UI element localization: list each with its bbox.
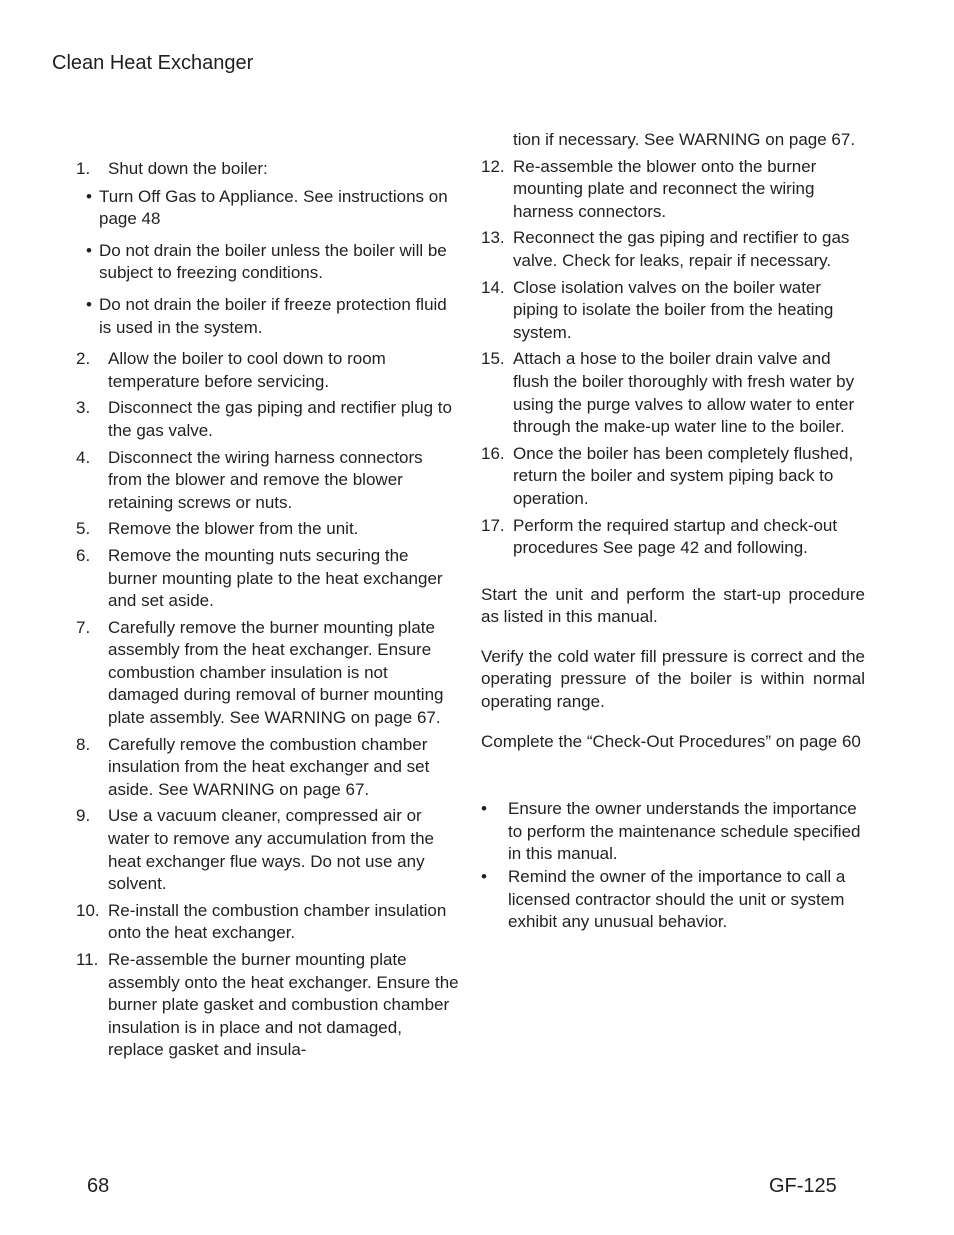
step-text: Reconnect the gas piping and rectifier to gas valve. Check for leaks, repair if necessary. bbox=[513, 228, 850, 270]
step-number: 12. bbox=[481, 156, 505, 176]
step-item bbox=[481, 348, 865, 438]
step-number: 10. bbox=[76, 900, 100, 920]
step-item bbox=[481, 443, 865, 511]
bullet-text: Ensure the owner understands the importance to perform the maintenance schedule specified in this manual. bbox=[508, 799, 861, 864]
page-number: 68 bbox=[87, 1175, 110, 1197]
step-text: Once the boiler has been completely flushed, return the boiler and system piping back to operation. bbox=[513, 443, 854, 508]
step-number: 3. bbox=[76, 398, 91, 418]
step-item bbox=[481, 227, 865, 272]
left-column bbox=[76, 158, 460, 1066]
model-label: GF-125 bbox=[769, 1175, 837, 1197]
step-item bbox=[76, 348, 460, 393]
bullet-item bbox=[481, 866, 865, 934]
step-number: 4. bbox=[76, 447, 91, 467]
step-text: Use a vacuum cleaner, compressed air or water to remove any accumulation from the heat exchanger flue ways. Do not use any solvent. bbox=[108, 806, 434, 894]
bullet-text: Turn Off Gas to Appliance. See instructions on page 48 bbox=[99, 186, 448, 229]
startup-paragraph: Start the unit and perform the start-up procedure as listed in this manual. bbox=[481, 584, 865, 627]
step-text: Close isolation valves on the boiler water piping to isolate the boiler from the heating system. bbox=[513, 277, 834, 342]
step-number: 11. bbox=[76, 950, 99, 969]
step-item bbox=[76, 617, 460, 730]
bullet-icon: • bbox=[86, 294, 92, 314]
bullet-item bbox=[86, 294, 460, 339]
step-text: Carefully remove the combustion chamber insulation from the heat exchanger and set aside. See WARNING on page 67. bbox=[108, 734, 430, 799]
section-title: Clean Heat Exchanger bbox=[52, 52, 254, 74]
bullet-text: Do not drain the boiler unless the boiler will be subject to freezing conditions. bbox=[99, 240, 447, 283]
owner-bullet-list bbox=[481, 798, 865, 934]
step-number: 14. bbox=[481, 277, 505, 297]
step1-bullet-list bbox=[76, 186, 460, 340]
step-text: Carefully remove the burner mounting plate assembly from the heat exchanger. Ensure combustion chamber insulation is not damaged during removal of burner mounting plate assembly. See WARNING on page 67. bbox=[108, 617, 444, 728]
step-text: Re-assemble the blower onto the burner mounting plate and reconnect the wiring harness connectors. bbox=[513, 156, 817, 221]
step-text: Remove the blower from the unit. bbox=[108, 519, 359, 539]
step-number: 1. bbox=[76, 159, 91, 178]
step-text: Disconnect the wiring harness connectors from the blower and remove the blower retaining screws or nuts. bbox=[108, 447, 423, 512]
step-item bbox=[481, 156, 865, 224]
step-item bbox=[76, 447, 460, 515]
step-item bbox=[76, 397, 460, 442]
step-text: Shut down the boiler: bbox=[108, 159, 268, 178]
step-item bbox=[481, 515, 865, 560]
verify-pressure-paragraph: Verify the cold water fill pressure is correct and the operating pressure of the boiler is within normal operating range. bbox=[481, 646, 865, 712]
step-item bbox=[76, 805, 460, 895]
right-column bbox=[481, 129, 865, 934]
step-text: Allow the boiler to cool down to room temperature before servicing. bbox=[108, 349, 386, 391]
step-item bbox=[76, 949, 460, 1062]
bullet-item bbox=[481, 798, 865, 866]
step-text: Remove the mounting nuts securing the burner mounting plate to the heat exchanger and set aside. bbox=[108, 545, 443, 611]
checkout-paragraph: Complete the “Check-Out Procedures” on page 60 bbox=[481, 731, 861, 751]
step-item bbox=[76, 518, 460, 541]
step-text: Perform the required startup and check-out procedures See page 42 and following. bbox=[513, 515, 838, 558]
bullet-item bbox=[86, 186, 460, 231]
bullet-text: Remind the owner of the importance to call a licensed contractor should the unit or system exhibit any unusual behavior. bbox=[508, 867, 846, 932]
step-text: Disconnect the gas piping and rectifier plug to the gas valve. bbox=[108, 398, 452, 440]
step-continuation: tion if necessary. See WARNING on page 67. bbox=[513, 130, 856, 149]
step-number: 15. bbox=[481, 349, 505, 369]
step-item bbox=[76, 158, 460, 181]
step-number: 16. bbox=[481, 443, 505, 463]
step-number: 5. bbox=[76, 519, 91, 539]
step-number: 7. bbox=[76, 617, 91, 637]
bullet-item bbox=[86, 240, 460, 285]
step-text: Re-assemble the burner mounting plate assembly onto the heat exchanger. Ensure the burner plate gasket and combustion chamber insulation is in place and not damaged, replace gasket and insula- bbox=[108, 950, 459, 1060]
bullet-icon: • bbox=[481, 867, 487, 887]
step-number: 6. bbox=[76, 545, 91, 565]
bullet-icon: • bbox=[86, 240, 92, 260]
step-text: Re-install the combustion chamber insulation onto the heat exchanger. bbox=[108, 900, 447, 943]
step-text: Attach a hose to the boiler drain valve and flush the boiler thoroughly with fresh water by using the purge valves to allow water to enter through the make-up water line to the boiler. bbox=[513, 349, 855, 437]
bullet-icon: • bbox=[86, 186, 92, 206]
bullet-text: Do not drain the boiler if freeze protection fluid is used in the system. bbox=[99, 294, 447, 337]
step-number: 2. bbox=[76, 349, 91, 369]
step-number: 17. bbox=[481, 515, 505, 535]
step-item bbox=[76, 545, 460, 613]
step-number: 9. bbox=[76, 806, 91, 826]
step-number: 13. bbox=[481, 228, 505, 248]
step-item bbox=[76, 900, 460, 945]
step-item bbox=[481, 277, 865, 345]
bullet-icon: • bbox=[481, 799, 487, 819]
step-item bbox=[76, 734, 460, 802]
step-number: 8. bbox=[76, 734, 91, 754]
